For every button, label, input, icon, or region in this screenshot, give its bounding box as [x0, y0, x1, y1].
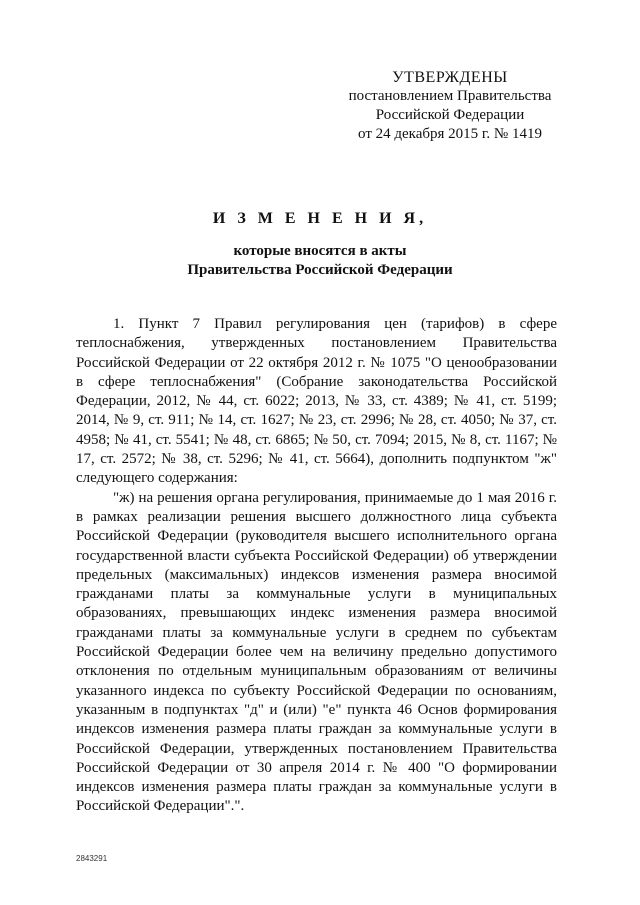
body-paragraph-1: 1. Пункт 7 Правил регулирования цен (тарифов) в сфере теплоснабжения, утвержденных постановлением Правительства Российской Федерации от 22 октября 2012 г. № 1075 "О ценообразовании в сфере теплоснабжения" (Собрание законодательства Российской Федерации, 2012, № 44, ст. 6022; 2013, № 33, ст. 4389; № 41, ст. 5199; 2014, № 9, ст. 911; № 14, ст. 1627; № 23, ст. 2996; № 28, ст. 4050; № 37, ст. 4958; № 41, ст. 5541; № 48, ст. 6865; № 50, ст. 7094; 2015, № 8, ст. 1167; № 17, ст. 2572; № 38, ст. 5296; № 41, ст. 5664), дополнить подпунктом "ж" следующего содержания:	[76, 316, 557, 487]
document-subtitle-1: которые вносятся в акты	[233, 243, 407, 259]
approval-line-1: постановлением Правительства	[348, 88, 552, 104]
document-heading	[60, 210, 580, 280]
approval-title: УТВЕРЖДЕНЫ	[392, 69, 508, 86]
approval-line-3: от 24 декабря 2015 г. № 1419	[358, 126, 542, 142]
approval-stamp	[330, 68, 570, 144]
document-code: 2843291	[76, 854, 108, 863]
document-title: И З М Е Н Е Н И Я,	[212, 210, 428, 227]
document-body	[76, 315, 557, 817]
approval-line-2: Российской Федерации	[375, 107, 525, 123]
body-paragraph-2: "ж) на решения органа регулирования, принимаемые до 1 мая 2016 г. в рамках реализации решения высшего должностного лица субъекта Российской Федерации (руководителя высшего исполнительного органа государственной власти субъекта Российской Федерации) об утверждении предельных (максимальных) индексов изменения размера вносимой гражданами платы за коммунальные услуги в муниципальных образованиях, превышающих индекс изменения размера вносимой гражданами платы за коммунальные услуги в среднем по субъектам Российской Федерации более чем на величину предельно допустимого отклонения по отдельным муниципальным образованиям от величины указанного индекса по субъекту Российской Федерации по основаниям, указанным в подпунктах "д" и (или) "е" пункта 46 Основ формирования индексов изменения размера платы граждан за коммунальные услуги в Российской Федерации, утвержденных постановлением Правительства Российской Федерации от 30 апреля 2014 г. № 400 "О формировании индексов изменения размера платы граждан за коммунальные услуги в Российской Федерации".".	[76, 489, 557, 815]
document-subtitle-2: Правительства Российской Федерации	[187, 262, 453, 278]
